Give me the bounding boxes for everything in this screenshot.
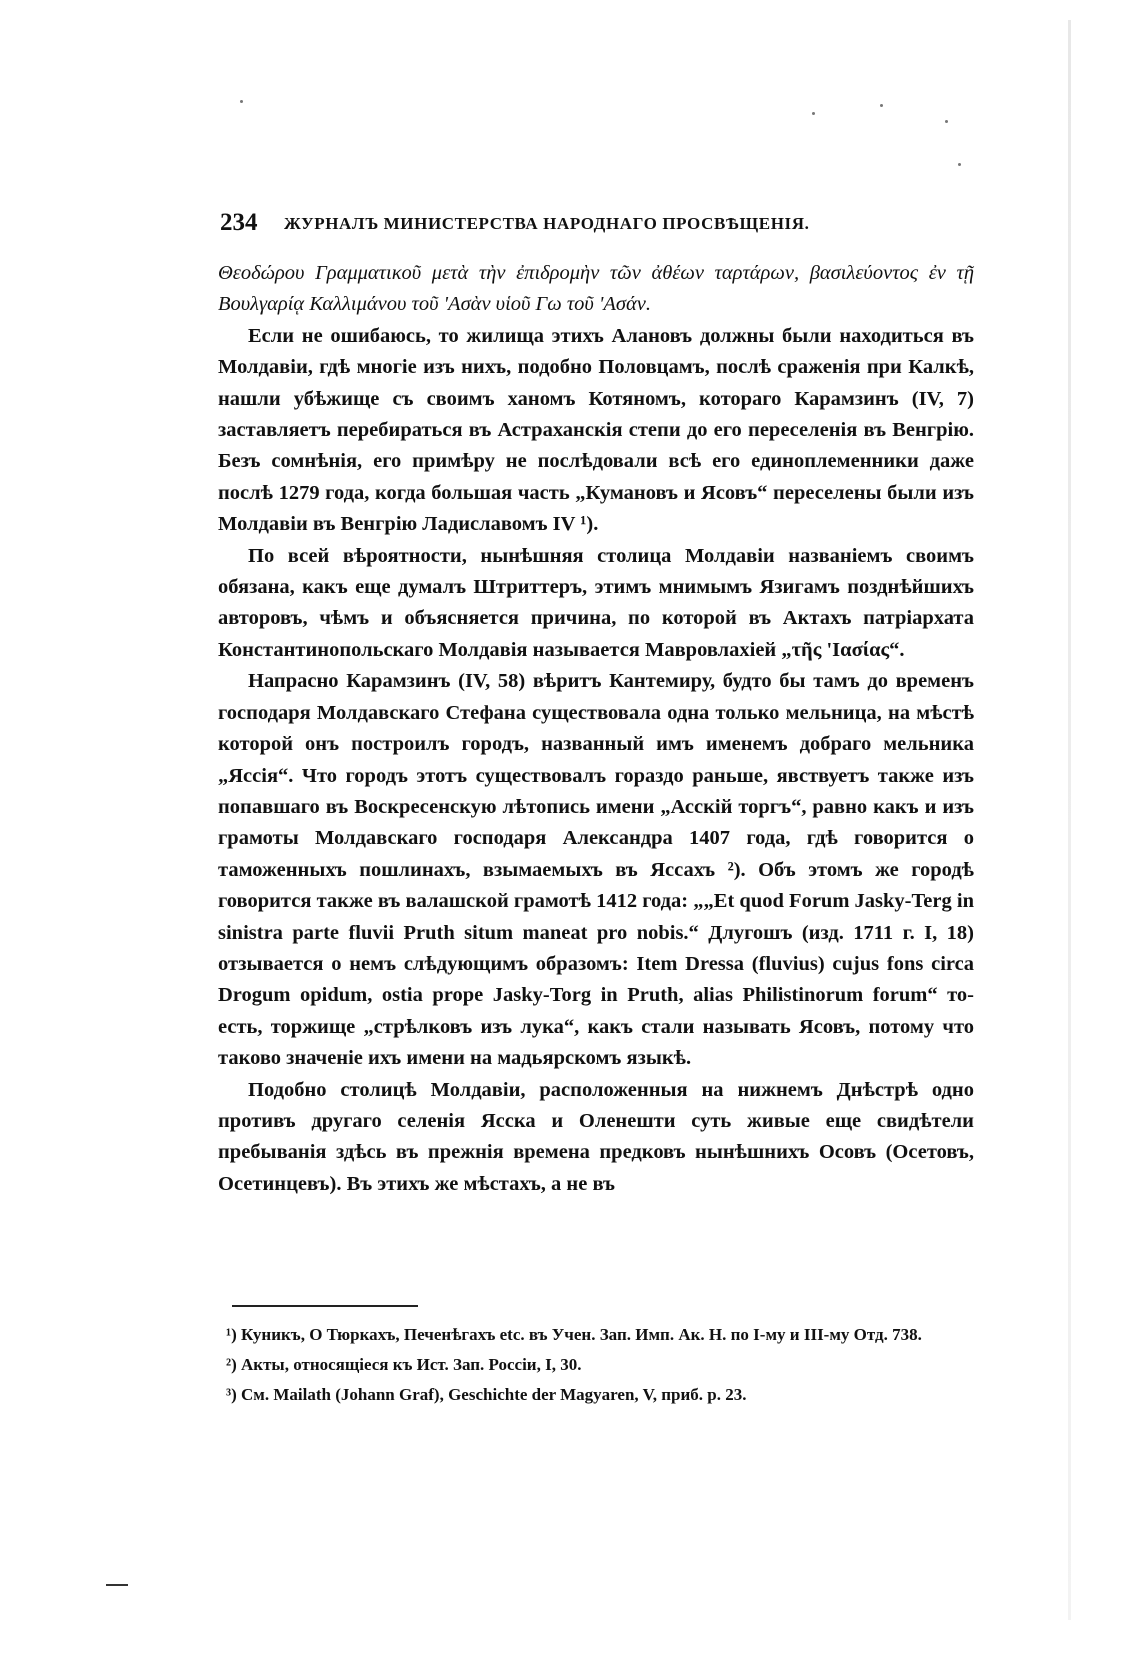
greek-quotation-paragraph: Θεοδώρου Γραμματικοῦ μετὰ τὴν ἐπιδρομὴν τῶν ἀθέων ταρτάρων, βασιλεύοντος ἐν τῇ Βουλγαρίᾳ Καλλιμάνου τοῦ 'Ασὰν υἱοῦ Γω τοῦ 'Ασάν. [218, 262, 974, 316]
footnote: ¹) Куникъ, О Тюркахъ, Печенѣгахъ etc. въ Учен. Зап. Имп. Ак. Н. по I-му и III-му Отд. 738. [226, 1325, 922, 1344]
scan-speck [945, 120, 948, 123]
body-paragraph: Если не ошибаюсь, то жилища этихъ Алановъ должны были находиться въ Молдавіи, гдѣ многіе изъ нихъ, подобно Половцамъ, послѣ сраженія при Калкѣ, нашли убѣжище съ своимъ ханомъ Котяномъ, котораго Карамзинъ (IV, 7) заставляетъ перебираться въ Астраханскія степи до его переселенія въ Венгрію. Безъ сомнѣнія, его примѣру не послѣдовали всѣ его единоплеменники даже послѣ 1279 года, когда большая часть „Кумановъ и Ясовъ“ переселены были изъ Молдавіи въ Венгрію Ладиславомъ IV ¹). [218, 324, 974, 536]
scan-speck [958, 163, 961, 166]
journal-title: ЖУРНАЛЪ МИНИСТЕРСТВА НАРОДНАГО ПРОСВѢЩЕНІЯ. [284, 214, 810, 233]
scan-speck [240, 100, 243, 103]
page-number: 234 [220, 209, 258, 236]
footnote-divider [232, 1305, 418, 1307]
scan-speck [812, 112, 815, 115]
running-head [220, 209, 1010, 243]
body-paragraph: По всей вѣроятности, нынѣшняя столица Молдавіи названіемъ своимъ обязана, какъ еще думалъ Штриттеръ, этимъ мнимымъ Язигамъ позднѣйшихъ авторовъ, чѣмъ и объясняется причина, по которой въ Актахъ патріархата Константинопольскаго Молдавія называется Мавровлахіей „τῆς 'Ιασίας“. [218, 544, 974, 661]
body-paragraph: Подобно столицѣ Молдавіи, расположенныя на нижнемъ Днѣстрѣ одно противъ другаго селенія Ясска и Оленешти суть живые еще свидѣтели пребыванія здѣсь въ прежнія времена предковъ нынѣшнихъ Осовъ (Осетовъ, Осетинцевъ). Въ этихъ же мѣстахъ, а не въ [218, 1078, 974, 1195]
footnote: ²) Акты, относящіеся къ Ист. Зап. Россіи, I, 30. [226, 1355, 582, 1374]
body-paragraph: Напрасно Карамзинъ (IV, 58) вѣритъ Кантемиру, будто бы тамъ до временъ господаря Молдавскаго Стефана существовала одна только мельница, на мѣстѣ которой онъ построилъ городъ, названный имъ именемъ добраго мельника „Яссія“. Что городъ этотъ существовалъ гораздо раньше, явствуетъ также изъ попавшаго въ Воскресенскую лѣтопись имени „Асскій торгъ“, равно какъ и изъ грамоты Молдавскаго господаря Александра 1407 года, гдѣ говорится о таможенныхъ пошлинахъ, взымаемыхъ въ Яссахъ ²). Объ этомъ же городѣ говорится также въ валашской грамотѣ 1412 года: „„Et quod Forum Jasky-Terg in sinistra parte fluvii Pruth situm maneat pro nobis.“ Длугошъ (изд. 1711 г. I, 18) отзывается о немъ слѣдующимъ образомъ: Item Dressa (fluvius) cujus fons circa Drogum opidum, ostia prope Jasky-Torg in Pruth, alias Philistinorum forum“ то-есть, торжище „стрѣлковъ изъ лука“, какъ стали называть Ясовъ, потому что таково значеніе ихъ имени на мадьярскомъ языкѣ. [218, 670, 974, 1070]
footnotes [226, 1320, 974, 1410]
main-text [218, 258, 974, 1200]
scan-speck [880, 104, 883, 107]
page-edge-shadow [1068, 20, 1071, 1620]
footnote: ³) См. Mailath (Johann Graf), Geschichte der Magyaren, V, приб. p. 23. [226, 1385, 747, 1404]
margin-mark [106, 1584, 128, 1586]
